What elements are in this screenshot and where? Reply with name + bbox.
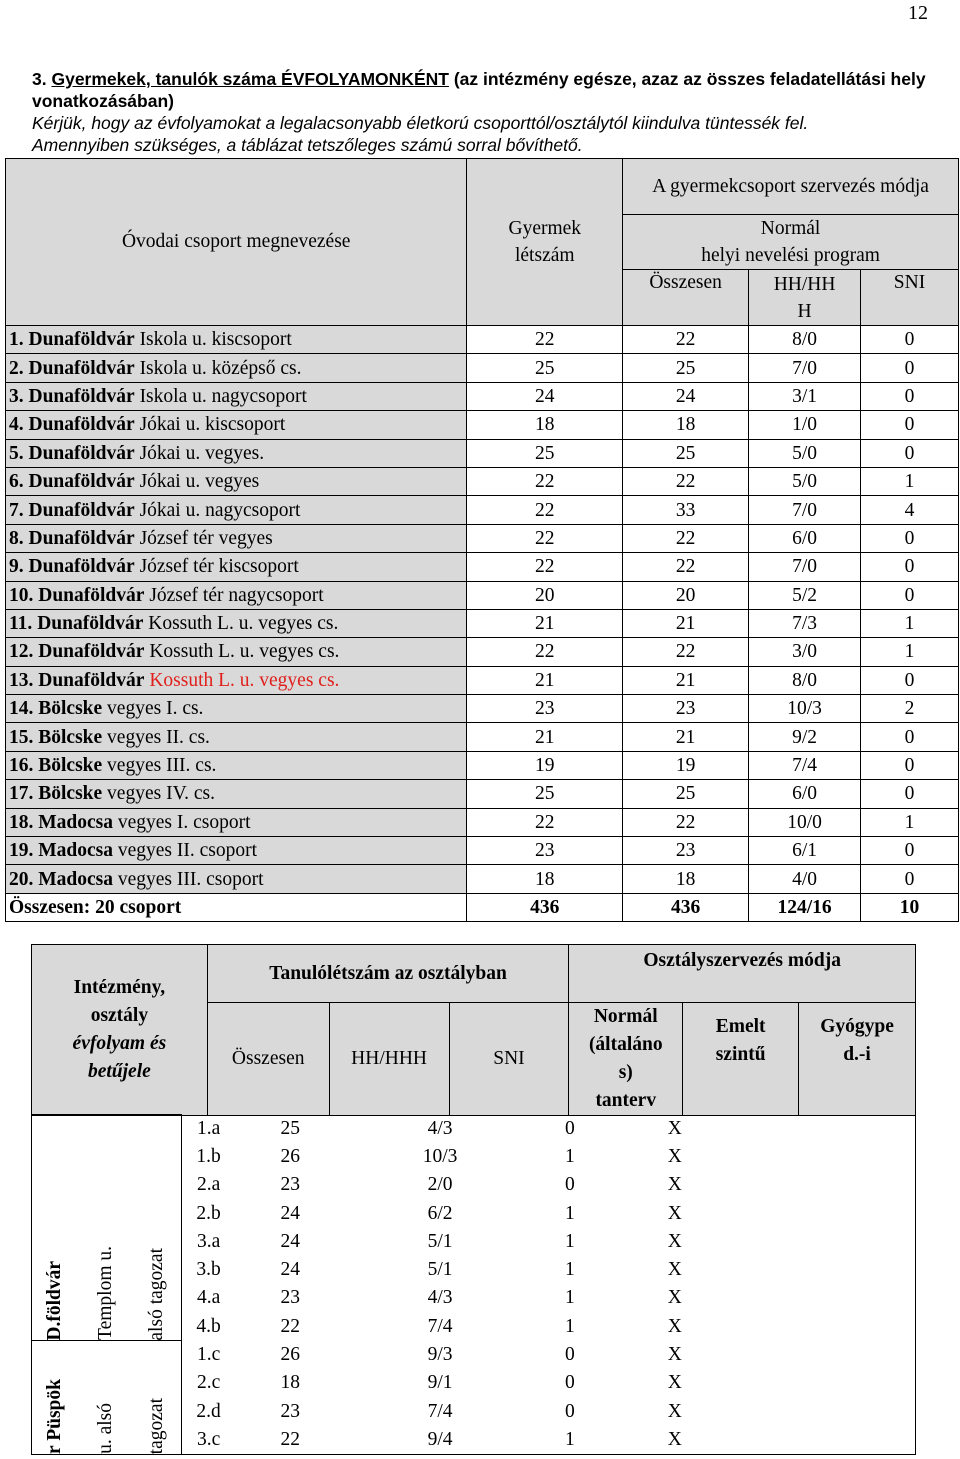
row-number: 15.: [9, 726, 34, 748]
group-name-cell: [6, 326, 467, 354]
row-number: 7.: [9, 499, 24, 521]
class-cell: 3.b: [181, 1256, 235, 1284]
group-name-cell: [6, 524, 467, 552]
site-street: Templom u.: [95, 1246, 117, 1341]
child-count-cell: 22: [467, 553, 623, 581]
total-cell: 23: [280, 1400, 301, 1422]
total-cell: 24: [280, 1202, 301, 1224]
class-cell: 2.c: [181, 1369, 235, 1397]
row-number: 8.: [9, 527, 24, 549]
table-row: [6, 439, 959, 467]
header-organisation: A gyermekcsoport szervezés módja: [623, 159, 959, 215]
total-cell: 24: [623, 382, 749, 410]
total-cell: 25: [280, 1117, 301, 1139]
sni-cell: 1: [565, 1230, 575, 1252]
group-name: Kossuth L. u. vegyes cs.: [149, 641, 340, 663]
town-name: Bölcske: [38, 726, 103, 748]
school-classes-body: [31, 1114, 916, 1455]
hh-cell: 5/1: [427, 1259, 453, 1281]
table-row: [6, 638, 959, 666]
total-cell: 18: [623, 411, 749, 439]
sni-cell: 0: [861, 553, 959, 581]
hh-cell: 8/0: [749, 326, 861, 354]
table-row: [6, 496, 959, 524]
hh-cell: 8/0: [749, 666, 861, 694]
summary-total: 436: [623, 893, 749, 921]
sni-cell: 1: [861, 467, 959, 495]
sni-cell: 0: [565, 1344, 575, 1366]
group-name: József tér kiscsoport: [139, 556, 299, 578]
sni-cell: 0: [565, 1400, 575, 1422]
hh-cell: 4/0: [749, 865, 861, 893]
total-cell: 24: [280, 1230, 301, 1252]
hh-cell: 6/1: [749, 837, 861, 865]
group-name-cell: [6, 609, 467, 637]
town-name: Dunaföldvár: [38, 584, 145, 606]
header-institution: Intézmény, osztály évfolyam és betűjele: [32, 945, 208, 1116]
sni-cell: 1: [565, 1202, 575, 1224]
sni-cell: 0: [565, 1174, 575, 1196]
site-level: alsó tagozat: [146, 1247, 168, 1341]
class-cell: 1.c: [181, 1341, 235, 1369]
instruction-2: Amennyiben szükséges, a táblázat tetszőleges számú sorral bővíthető.: [32, 135, 583, 155]
group-name: Iskola u. kiscsoport: [139, 329, 292, 351]
sni-cell: 0: [861, 439, 959, 467]
normal-curriculum-cell: X: [667, 1230, 682, 1252]
group-name-cell: [6, 808, 467, 836]
town-name: Dunaföldvár: [38, 641, 145, 663]
total-cell: 22: [623, 638, 749, 666]
total-cell: 18: [623, 865, 749, 893]
total-cell: 23: [280, 1174, 301, 1196]
class-cell: 2.b: [181, 1199, 235, 1227]
normal-curriculum-cell: X: [667, 1315, 682, 1337]
hh-cell: 6/0: [749, 780, 861, 808]
hh-cell: 7/0: [749, 553, 861, 581]
header-school-total: Összesen: [207, 1003, 329, 1116]
group-name: Jókai u. vegyes: [139, 471, 260, 493]
class-cell: 3.c: [181, 1426, 235, 1455]
hh-cell: 4/3: [427, 1287, 453, 1309]
sni-cell: 0: [861, 780, 959, 808]
group-name: vegyes I. csoport: [117, 811, 251, 833]
child-count-cell: 18: [467, 865, 623, 893]
normal-curriculum-cell: X: [667, 1287, 682, 1309]
hh-cell: 5/2: [749, 581, 861, 609]
row-number: 2.: [9, 357, 24, 379]
empty-cell: [745, 1426, 916, 1455]
group-name: Kossuth L. u. vegyes cs.: [149, 669, 340, 691]
sni-cell: 0: [861, 865, 959, 893]
table-row: [6, 354, 959, 382]
empty-cell: [745, 1171, 916, 1199]
group-name: vegyes I. cs.: [107, 698, 204, 720]
town-name: Dunaföldvár: [28, 442, 135, 464]
row-number: 11.: [9, 613, 33, 635]
empty-cell: [745, 1115, 916, 1143]
town-name: Dunaföldvár: [28, 414, 135, 436]
table-row: [6, 865, 959, 893]
table-row: [32, 1341, 916, 1369]
sni-cell: 0: [861, 837, 959, 865]
sni-cell: 4: [861, 496, 959, 524]
town-name: Dunaföldvár: [28, 357, 135, 379]
normal-curriculum-cell: X: [667, 1174, 682, 1196]
sni-cell: 0: [861, 581, 959, 609]
class-cell: 1.b: [181, 1143, 235, 1171]
normal-curriculum-cell: X: [667, 1117, 682, 1139]
hh-cell: 5/1: [427, 1230, 453, 1252]
sni-cell: 0: [861, 723, 959, 751]
row-number: 14.: [9, 698, 34, 720]
total-cell: 22: [235, 1426, 345, 1455]
total-cell: 23: [623, 695, 749, 723]
child-count-cell: 22: [467, 496, 623, 524]
table-row: [6, 666, 959, 694]
hh-cell: 7/4: [749, 751, 861, 779]
total-cell: 22: [623, 326, 749, 354]
sni-cell: 0: [861, 411, 959, 439]
hh-cell: 9/2: [749, 723, 861, 751]
hh-cell: 4/3: [427, 1117, 453, 1139]
group-name: Jókai u. nagycsoport: [139, 499, 301, 521]
town-name: Dunaföldvár: [38, 669, 145, 691]
group-name: vegyes III. csoport: [117, 868, 264, 890]
row-number: 5.: [9, 442, 24, 464]
row-number: 18.: [9, 811, 34, 833]
normal-curriculum-cell: X: [667, 1259, 682, 1281]
site-town: D.földvár: [44, 1260, 66, 1341]
child-count-cell: 21: [467, 666, 623, 694]
sni-cell: 0: [565, 1117, 575, 1139]
section-number: 3.: [32, 69, 47, 89]
total-cell: 20: [623, 581, 749, 609]
hh-cell: 10/3: [422, 1145, 458, 1167]
table-row: [6, 837, 959, 865]
class-cell: 4.b: [181, 1313, 235, 1341]
total-cell: 33: [623, 496, 749, 524]
row-number: 1.: [9, 329, 24, 351]
header-class-organisation: Osztályszervezés módja: [569, 945, 916, 1003]
total-cell: 25: [623, 354, 749, 382]
site-level: tagozat: [146, 1397, 168, 1455]
class-cell: 1.a: [181, 1115, 235, 1143]
group-name-cell: [6, 354, 467, 382]
total-cell: 25: [623, 439, 749, 467]
child-count-cell: 22: [467, 638, 623, 666]
table-row: [6, 524, 959, 552]
group-name-cell: [6, 695, 467, 723]
child-count-cell: 20: [467, 581, 623, 609]
total-cell: 21: [623, 723, 749, 751]
hh-cell: 7/4: [427, 1400, 453, 1422]
empty-cell: [745, 1143, 916, 1171]
total-cell: 26: [280, 1145, 301, 1167]
sni-cell: 1: [565, 1259, 575, 1281]
sni-cell: 1: [565, 1287, 575, 1309]
town-name: Dunaföldvár: [28, 471, 135, 493]
empty-cell: [745, 1228, 916, 1256]
total-cell: 22: [623, 467, 749, 495]
title-emphasis: ÉVFOLYAMONKÉNT: [281, 69, 449, 89]
child-count-cell: 19: [467, 751, 623, 779]
table-row: [6, 411, 959, 439]
town-name: Dunaföldvár: [28, 385, 135, 407]
total-cell: 22: [280, 1315, 301, 1337]
hh-cell: 7/4: [427, 1315, 453, 1337]
site-label-cell: [32, 1341, 182, 1455]
normal-curriculum-cell: X: [605, 1426, 745, 1455]
group-name-cell: [6, 496, 467, 524]
table-row: [6, 780, 959, 808]
group-name: József tér nagycsoport: [149, 584, 324, 606]
sni-cell: 0: [861, 382, 959, 410]
child-count-cell: 21: [467, 723, 623, 751]
child-count-cell: 22: [467, 467, 623, 495]
hh-cell: 6/2: [427, 1202, 453, 1224]
child-count-cell: 25: [467, 780, 623, 808]
sni-cell: 2: [861, 695, 959, 723]
total-cell: 24: [280, 1259, 301, 1281]
group-name-cell: [6, 382, 467, 410]
town-name: Bölcske: [38, 698, 103, 720]
hh-cell: 10/3: [749, 695, 861, 723]
group-name-cell: [6, 780, 467, 808]
row-number: 9.: [9, 556, 24, 578]
sni-cell: 0: [861, 524, 959, 552]
hh-cell: 7/3: [749, 609, 861, 637]
town-name: Dunaföldvár: [28, 527, 135, 549]
site-street: u. alsó: [95, 1403, 117, 1455]
group-name: Jókai u. kiscsoport: [139, 414, 286, 436]
town-name: Madocsa: [38, 811, 113, 833]
normal-curriculum-cell: X: [667, 1372, 682, 1394]
normal-curriculum-cell: X: [667, 1344, 682, 1366]
hh-cell: 6/0: [749, 524, 861, 552]
row-number: 3.: [9, 385, 24, 407]
header-normal-curriculum: Normál (általáno s) tanterv: [569, 1003, 683, 1116]
sni-cell: 0: [861, 666, 959, 694]
total-cell: 26: [280, 1344, 301, 1366]
group-name: Iskola u. nagycsoport: [139, 385, 307, 407]
header-local-program: helyi nevelési program: [701, 245, 880, 266]
child-count-cell: 24: [467, 382, 623, 410]
normal-curriculum-cell: X: [667, 1145, 682, 1167]
section-title: [32, 68, 952, 112]
empty-cell: [745, 1199, 916, 1227]
empty-cell: [745, 1369, 916, 1397]
total-cell: 21: [623, 609, 749, 637]
kindergarten-groups-table: [5, 158, 959, 922]
hh-cell: 3/1: [749, 382, 861, 410]
class-cell: 3.a: [181, 1228, 235, 1256]
empty-cell: [745, 1397, 916, 1425]
header-normal: Normál: [760, 218, 821, 239]
group-name-cell: [6, 666, 467, 694]
class-cell: 2.a: [181, 1171, 235, 1199]
row-number: 12.: [9, 641, 34, 663]
table-row: [6, 695, 959, 723]
hh-cell: 3/0: [749, 638, 861, 666]
group-name: vegyes II. cs.: [107, 726, 210, 748]
table-row: [6, 808, 959, 836]
normal-curriculum-cell: X: [667, 1400, 682, 1422]
total-cell: 25: [623, 780, 749, 808]
hh-cell: 1/0: [749, 411, 861, 439]
header-sni: SNI: [861, 270, 959, 326]
hh-cell: 5/0: [749, 439, 861, 467]
total-cell: 21: [623, 666, 749, 694]
empty-cell: [745, 1256, 916, 1284]
total-cell: 22: [623, 553, 749, 581]
total-cell: 22: [623, 524, 749, 552]
group-name-cell: [6, 865, 467, 893]
town-name: Madocsa: [38, 840, 113, 862]
school-classes-header: [31, 944, 916, 1116]
row-number: 20.: [9, 868, 34, 890]
total-cell: 23: [623, 837, 749, 865]
town-name: Dunaföldvár: [37, 613, 144, 635]
title-part2: (az intézmény egésze, azaz az összes feladatellátási hely vonatkozásában): [32, 69, 926, 111]
group-name: vegyes IV. cs.: [107, 783, 216, 805]
group-name-cell: [6, 638, 467, 666]
group-name: Jókai u. vegyes.: [139, 442, 265, 464]
hh-cell: 9/1: [427, 1372, 453, 1394]
group-name-cell: [6, 723, 467, 751]
total-cell: 23: [280, 1287, 301, 1309]
child-count-cell: 22: [467, 326, 623, 354]
sni-cell: 1: [861, 609, 959, 637]
table-row: [6, 723, 959, 751]
section-heading: [32, 68, 952, 156]
sni-cell: 1: [861, 808, 959, 836]
group-name-cell: [6, 439, 467, 467]
group-name-cell: [6, 467, 467, 495]
header-headcount: Tanulólétszám az osztályban: [207, 945, 569, 1003]
sni-cell: 0: [861, 326, 959, 354]
child-count-cell: 23: [467, 695, 623, 723]
summary-sni: 10: [861, 893, 959, 921]
site-label-cell: [32, 1115, 182, 1341]
group-name: vegyes II. csoport: [117, 840, 258, 862]
child-count-cell: 23: [467, 837, 623, 865]
class-cell: 4.a: [181, 1284, 235, 1312]
sni-cell: 1: [565, 1145, 575, 1167]
sni-cell: 0: [565, 1372, 575, 1394]
child-count-cell: 22: [467, 808, 623, 836]
empty-cell: [745, 1341, 916, 1369]
sni-cell: 1: [861, 638, 959, 666]
summary-label: Összesen: 20 csoport: [6, 893, 467, 921]
group-name: Iskola u. középső cs.: [139, 357, 302, 379]
group-name: vegyes III. cs.: [107, 755, 217, 777]
group-name-cell: [6, 837, 467, 865]
town-name: Dunaföldvár: [28, 499, 135, 521]
sni-cell: 0: [861, 751, 959, 779]
header-normal-program: [623, 215, 959, 270]
row-number: 6.: [9, 471, 24, 493]
group-name-cell: [6, 553, 467, 581]
site-town: r Püspök: [44, 1379, 66, 1455]
empty-cell: [745, 1284, 916, 1312]
header-therapy: Gyógype d.-i: [799, 1003, 916, 1116]
table-row: [6, 467, 959, 495]
group-name-cell: [6, 411, 467, 439]
hh-cell: 9/3: [427, 1344, 453, 1366]
row-number: 16.: [9, 755, 34, 777]
town-name: Dunaföldvár: [28, 329, 135, 351]
normal-curriculum-cell: X: [667, 1202, 682, 1224]
total-cell: 19: [623, 751, 749, 779]
child-count-cell: 21: [467, 609, 623, 637]
table-row: [6, 326, 959, 354]
header-school-sni: SNI: [449, 1003, 569, 1116]
hh-cell: 7/0: [749, 496, 861, 524]
sni-cell: 1: [535, 1426, 605, 1455]
title-part1: Gyermekek, tanulók száma: [51, 69, 282, 89]
hh-cell: 5/0: [749, 467, 861, 495]
town-name: Madocsa: [38, 868, 113, 890]
row-number: 10.: [9, 584, 34, 606]
page-number: 12: [908, 2, 928, 24]
summary-row: [6, 893, 959, 921]
table-row: [6, 553, 959, 581]
table-row: [6, 609, 959, 637]
header-total: Összesen: [623, 270, 749, 326]
total-cell: 22: [623, 808, 749, 836]
hh-cell: 2/0: [427, 1174, 453, 1196]
sni-cell: 0: [861, 354, 959, 382]
child-count-cell: 25: [467, 354, 623, 382]
header-advanced: Emelt szintű: [683, 1003, 799, 1116]
child-count-cell: 18: [467, 411, 623, 439]
summary-count: 436: [467, 893, 623, 921]
town-name: Bölcske: [38, 783, 103, 805]
town-name: Dunaföldvár: [28, 556, 135, 578]
header-hh: HH/HH H: [749, 270, 861, 326]
table-row: [32, 1115, 916, 1143]
sni-cell: 1: [565, 1315, 575, 1337]
town-name: Bölcske: [38, 755, 103, 777]
table-row: [6, 382, 959, 410]
hh-cell: 10/0: [749, 808, 861, 836]
hh-cell: 9/4: [345, 1426, 535, 1455]
empty-cell: [745, 1313, 916, 1341]
table-row: [6, 751, 959, 779]
group-name-cell: [6, 751, 467, 779]
group-name-cell: [6, 581, 467, 609]
row-number: 19.: [9, 840, 34, 862]
child-count-cell: 25: [467, 439, 623, 467]
child-count-cell: 22: [467, 524, 623, 552]
table-row: [6, 581, 959, 609]
instruction-1: Kérjük, hogy az évfolyamokat a legalacsonyabb életkorú csoporttól/osztálytól kiindulva tüntessék fel.: [32, 113, 809, 133]
class-cell: 2.d: [181, 1397, 235, 1425]
row-number: 13.: [9, 669, 34, 691]
total-cell: 18: [280, 1372, 301, 1394]
group-name: József tér vegyes: [139, 527, 273, 549]
header-child-count: Gyermek létszám: [467, 159, 623, 326]
row-number: 17.: [9, 783, 34, 805]
row-number: 4.: [9, 414, 24, 436]
header-school-hh: HH/HHH: [329, 1003, 449, 1116]
hh-cell: 7/0: [749, 354, 861, 382]
summary-hh: 124/16: [749, 893, 861, 921]
group-name: Kossuth L. u. vegyes cs.: [148, 613, 339, 635]
header-group-name: Óvodai csoport megnevezése: [6, 159, 467, 326]
